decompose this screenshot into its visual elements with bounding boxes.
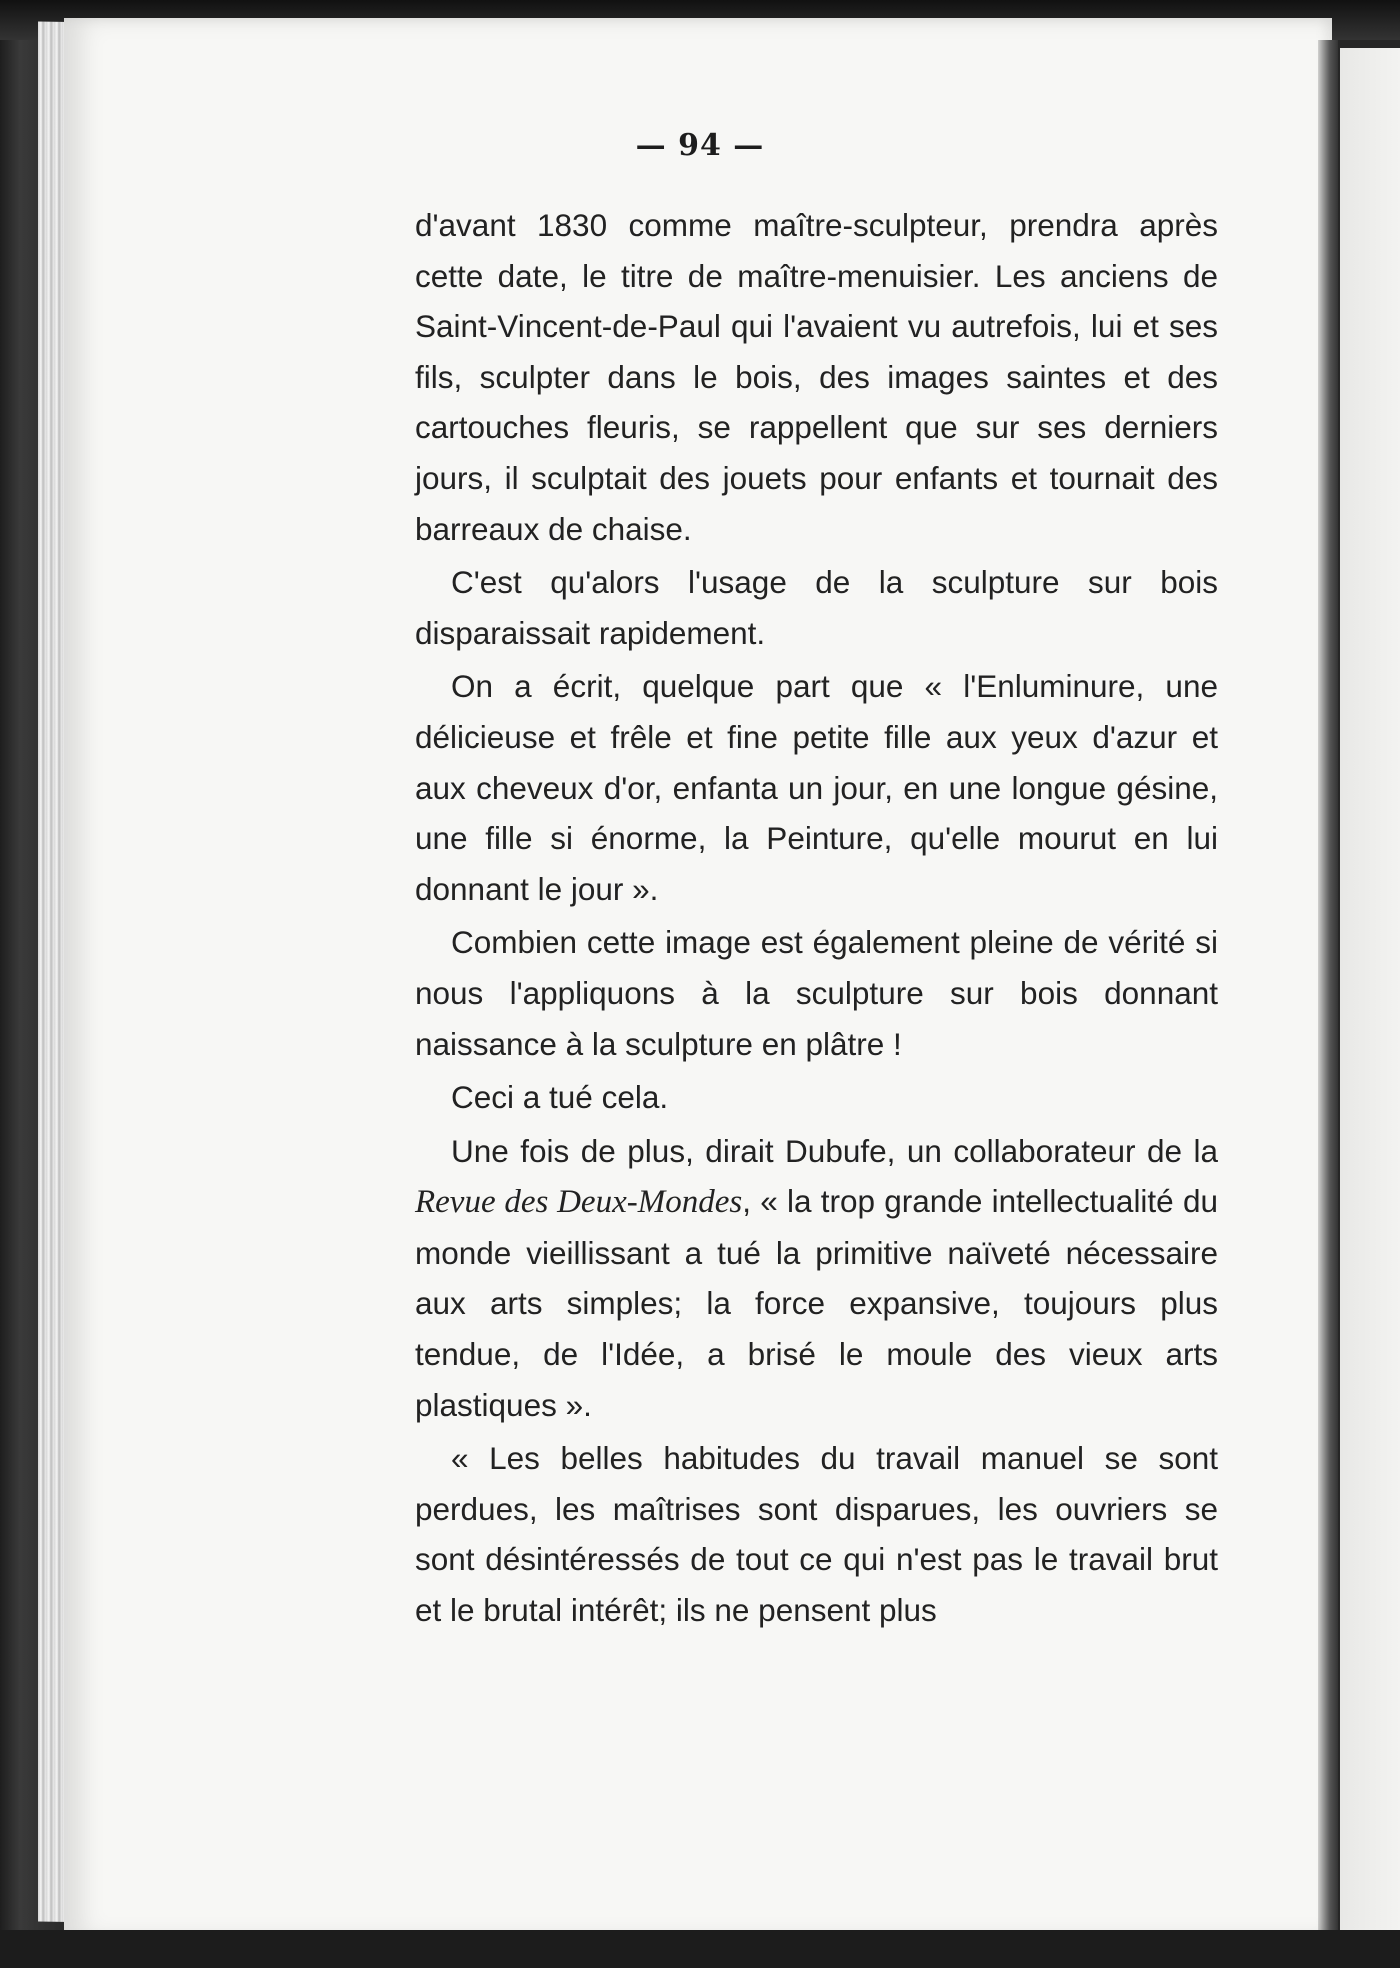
book-gutter-shadow [1318, 40, 1338, 1930]
paragraph [415, 1126, 1218, 1431]
paragraph-text: Une fois de plus, dirait Dubufe, un collaborateur de la [451, 1132, 1218, 1169]
scan-bottom-edge [0, 1930, 1400, 1968]
book-facing-page [1340, 48, 1400, 1948]
paragraph: Combien cette image est également pleine de vérité si nous l'appliquons à la sculpture sur bois donnant naissance à la sculpture en plâtre ! [415, 924, 1218, 1062]
body-text [415, 200, 1218, 1639]
paragraph: On a écrit, quelque part que « l'Enluminure, une délicieuse et frêle et fine petite fille aux yeux d'azur et aux cheveux d'or, enfanta un jour, en une longue gésine, une fille si énorme, la Peinture, qu'elle mourut en lui donnant le jour ». [415, 668, 1218, 907]
page-number: — 94 — [635, 128, 765, 163]
italic-title: Revue des Deux-Mondes [415, 1184, 743, 1221]
paragraph: d'avant 1830 comme maître-sculpteur, prendra après cette date, le titre de maître-menuisier. Les anciens de Saint-Vincent-de-Paul qui l'avaient vu autrefois, lui et ses fils, sculpter dans le bois, des images saintes et des cartouches fleuris, se rappellent que sur ses derniers jours, il sculptait des jouets pour enfants et tournait des barreaux de chaise. [415, 207, 1218, 547]
paragraph: « Les belles habitudes du travail manuel se sont perdues, les maîtrises sont disparues, les ouvriers se sont désintéressés de tout ce qui n'est pas le travail brut et le brutal intérêt; ils ne pensent plus [415, 1440, 1218, 1629]
paragraph: Ceci a tué cela. [451, 1079, 669, 1116]
paragraph-text: , « la trop grande intellectualité du monde vieillissant a tué la primitive naïveté nécessaire aux arts simples; la force expansive, toujours plus tendue, de l'Idée, a brisé le moule des vieux arts plastiques ». [415, 1183, 1218, 1423]
paragraph: C'est qu'alors l'usage de la sculpture sur bois disparaissait rapidement. [415, 564, 1218, 651]
